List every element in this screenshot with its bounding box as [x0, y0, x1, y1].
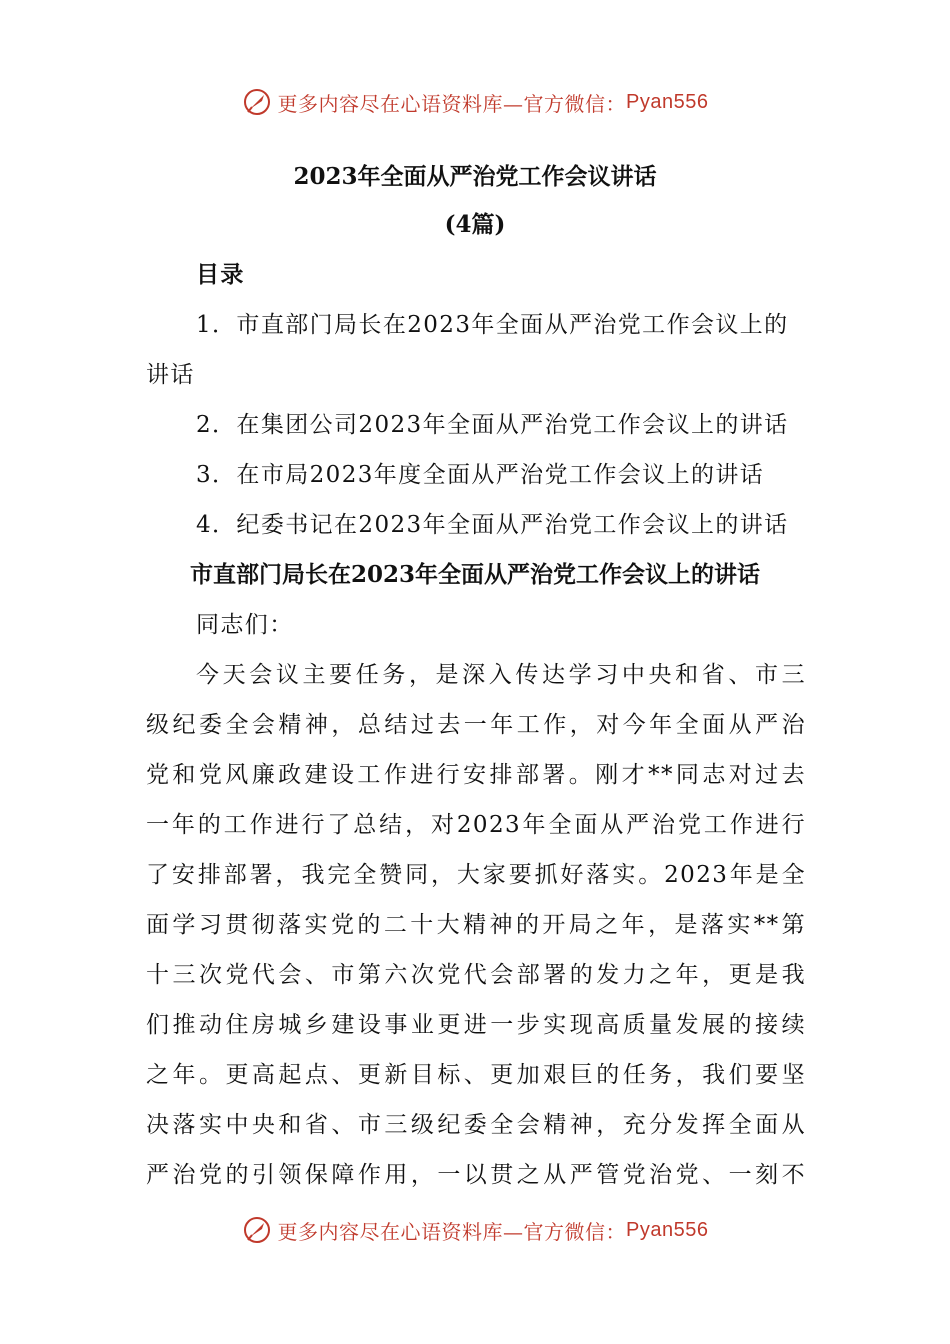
watermark-wechat-id: Pyan556	[626, 90, 709, 113]
watermark-text: 更多内容尽在心语资料库—官方微信：	[277, 91, 627, 116]
body-line: 党和党风廉政建设工作进行安排部署。刚才**同志对过去	[146, 762, 806, 788]
toc-item-1[interactable]: 1．市直部门局长在2023年全面从严治党工作会议上的	[196, 312, 789, 338]
toc-item-3[interactable]: 3．在市局2023年度全面从严治党工作会议上的讲话	[196, 462, 765, 488]
watermark-wechat-id: Pyan556	[626, 1218, 709, 1241]
body-line: 了安排部署，我完全赞同，大家要抓好落实。2023年是全	[146, 862, 806, 888]
watermark-header	[0, 82, 950, 122]
body-line: 严治党的引领保障作用，一以贯之从严管党治党、一刻不	[146, 1162, 806, 1188]
quill-pen-circle-icon	[242, 1215, 272, 1245]
document-subtitle: (4篇)	[444, 211, 506, 238]
body-line: 一年的工作进行了总结，对2023年全面从严治党工作进行	[146, 812, 806, 838]
document-title: 2023年全面从严治党工作会议讲话	[293, 163, 657, 190]
watermark-footer	[0, 1210, 950, 1250]
toc-item-4[interactable]: 4．纪委书记在2023年全面从严治党工作会议上的讲话	[196, 512, 789, 538]
body-line: 之年。更高起点、更新目标、更加艰巨的任务，我们要坚	[146, 1062, 806, 1088]
body-line: 们推动住房城乡建设事业更进一步实现高质量发展的接续	[146, 1012, 806, 1038]
body-line: 级纪委全会精神，总结过去一年工作，对今年全面从严治	[146, 712, 806, 738]
body-line: 决落实中央和省、市三级纪委全会精神，充分发挥全面从	[146, 1112, 806, 1138]
watermark-text: 更多内容尽在心语资料库—官方微信：	[277, 1219, 627, 1244]
toc-item-1-continued[interactable]: 讲话	[146, 362, 195, 388]
quill-pen-circle-icon	[242, 87, 272, 117]
body-line: 十三次党代会、市第六次党代会部署的发力之年，更是我	[146, 962, 806, 988]
salutation: 同志们：	[196, 612, 294, 638]
toc-item-2[interactable]: 2．在集团公司2023年全面从严治党工作会议上的讲话	[196, 412, 789, 438]
body-line: 今天会议主要任务，是深入传达学习中央和省、市三	[196, 662, 806, 688]
body-line: 面学习贯彻落实党的二十大精神的开局之年，是落实**第	[146, 912, 806, 938]
toc-label: 目录	[196, 261, 245, 288]
section-heading: 市直部门局长在2023年全面从严治党工作会议上的讲话	[189, 561, 760, 588]
